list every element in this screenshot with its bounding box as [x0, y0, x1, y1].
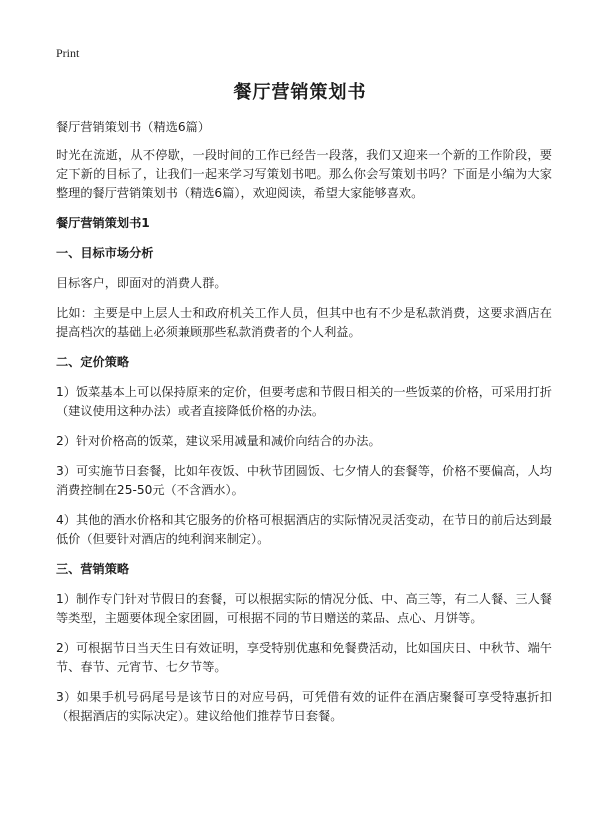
section-heading-pricing: 二、定价策略: [56, 355, 130, 369]
paragraph: 1）制作专门针对节假日的套餐，可以根据实际的情况分低、中、高三等，有二人餐、三人餐等类型，主题要体现全家团圆，可根据不同的节日赠送的菜品、点心、月饼等。: [56, 592, 552, 625]
paragraph: 2）针对价格高的饭菜，建议采用减量和减价向结合的办法。: [56, 434, 381, 448]
paragraph: 2）可根据节日当天生日有效证明，享受特别优惠和免餐费活动，比如国庆日、中秋节、端午节、春节、元宵节、七夕节等。: [56, 641, 552, 674]
document-title: 餐厅营销策划书: [233, 82, 367, 103]
document-subtitle: 餐厅营销策划书（精选6篇）: [56, 120, 211, 134]
paragraph: 3）如果手机号码尾号是该节日的对应号码，可凭借有效的证件在酒店聚餐可享受特惠折扣（根据酒店的实际决定）。建议给他们推荐节日套餐。: [56, 690, 552, 723]
paragraph: 4）其他的酒水价格和其它服务的价格可根据酒店的实际情况灵活变动，在节日的前后达到最低价（但要针对酒店的纯利润来制定）。: [56, 513, 552, 546]
section-heading-market: 一、目标市场分析: [56, 246, 154, 260]
intro-paragraph: 时光在流逝，从不停歇，一段时间的工作已经告一段落，我们又迎来一个新的工作阶段，要定下新的目标了，让我们一起来学习写策划书吧。那么你会写策划书吗？下面是小编为大家整理的餐厅营销策划书（精选6篇），欢迎阅读，希望大家能够喜欢。: [56, 148, 552, 200]
paragraph: 目标客户，即面对的消费人群。: [56, 276, 227, 290]
paragraph: 3）可实施节日套餐，比如年夜饭、中秋节团圆饭、七夕情人的套餐等，价格不要偏高，人均消费控制在25-50元（不含酒水）。: [56, 464, 552, 497]
paragraph: 比如：主要是中上层人士和政府机关工作人员，但其中也有不少是私款消费，这要求酒店在提高档次的基础上必须兼顾那些私款消费者的个人利益。: [56, 306, 552, 339]
section-heading-marketing: 三、营销策略: [56, 562, 130, 576]
print-link[interactable]: Print: [56, 46, 80, 60]
article-heading: 餐厅营销策划书1: [56, 216, 150, 230]
document-body: [56, 118, 552, 737]
paragraph: 1）饭菜基本上可以保持原来的定价，但要考虑和节假日相关的一些饭菜的价格，可采用打折（建议使用这种办法）或者直接降低价格的办法。: [56, 385, 552, 418]
